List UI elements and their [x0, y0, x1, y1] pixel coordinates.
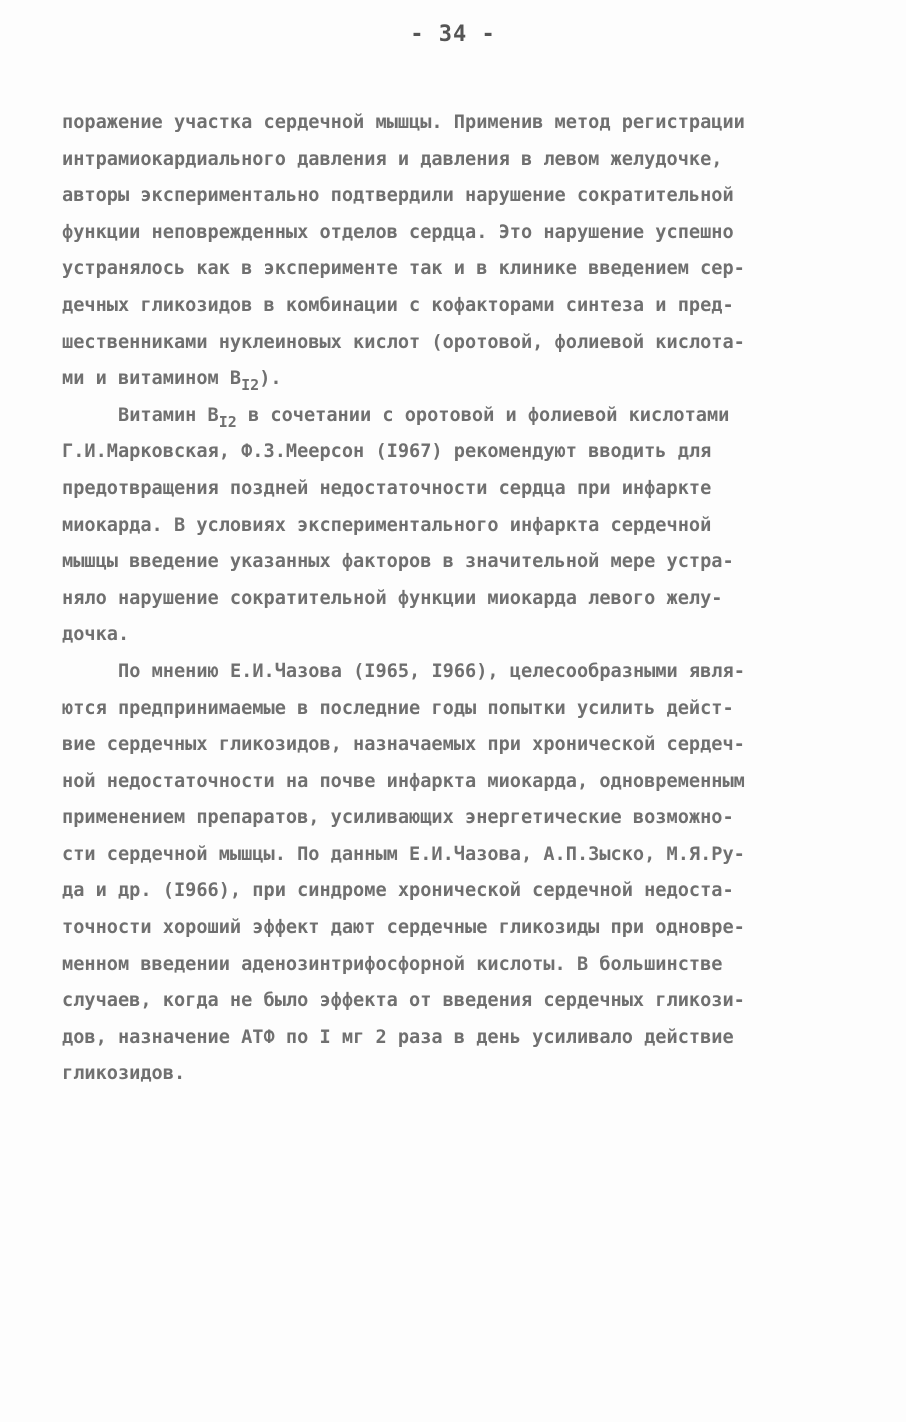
text-line: да и др. (I966), при синдроме хронической сердечной недоста-	[62, 880, 734, 902]
paragraph-2	[62, 398, 852, 654]
text-line: вие сердечных гликозидов, назначаемых при хронической сердеч-	[62, 734, 745, 756]
text-line: поражение участка сердечной мышцы. Применив метод регистрации	[62, 112, 745, 133]
text-line: дечных гликозидов в комбинации с кофакторами синтеза и пред-	[62, 294, 734, 316]
text-line: няло нарушение сократительной функции миокарда левого желу-	[62, 587, 723, 609]
text-line: мышцы введение указанных факторов в значительной мере устра-	[62, 551, 734, 573]
page-number: - 34 -	[410, 22, 496, 47]
text-fragment: ).	[259, 368, 282, 390]
text-line: авторы экспериментально подтвердили нарушение сократительной	[62, 185, 734, 207]
text-line: предотвращения поздней недостаточности сердца при инфаркте	[62, 477, 712, 499]
text-line: функции неповрежденных отделов сердца. Это нарушение успешно	[62, 221, 734, 243]
text-line-with-subscript	[62, 361, 852, 398]
text-line: гликозидов.	[62, 1063, 186, 1085]
text-line: точности хороший эффект дают сердечные гликозиды при одновре-	[62, 917, 745, 939]
text-line: сти сердечной мышцы. По данным Е.И.Чазова, А.П.Зыско, М.Я.Ру-	[62, 843, 745, 865]
text-fragment: в сочетании с оротовой и фолиевой кислотами	[236, 404, 730, 426]
text-line: применением препаратов, усиливающих энергетические возможно-	[62, 807, 734, 829]
text-line: дов, назначение АТФ по I мг 2 раза в день усиливало действие	[62, 1026, 734, 1048]
text-line: случаев, когда не было эффекта от введения сердечных гликози-	[62, 990, 745, 1012]
text-line: По мнению Е.И.Чазова (I965, I966), целесообразными явля-	[118, 660, 745, 682]
text-line: дочка.	[62, 624, 130, 646]
text-line: миокарда. В условиях экспериментального инфаркта сердечной	[62, 514, 712, 536]
text-line: интрамиокардиального давления и давления в левом желудочке,	[62, 148, 723, 170]
text-line: ются предпринимаемые в последние годы попытки усилить дейст-	[62, 697, 734, 719]
text-line: менном введении аденозинтрифосфорной кислоты. В большинстве	[62, 953, 723, 975]
text-line: устранялось как в эксперименте так и в клинике введением сер-	[62, 258, 745, 280]
text-line-with-subscript	[62, 398, 852, 435]
text-line: Г.И.Марковская, Ф.З.Меерсон (I967) рекомендуют вводить для	[62, 441, 712, 463]
text-line: ной недостаточности на почве инфаркта миокарда, одновременным	[62, 770, 745, 792]
text-fragment: ми и витамином В	[62, 368, 242, 390]
body-text	[62, 105, 852, 1093]
text-line: шественниками нуклеиновых кислот (оротовой, фолиевой кислота-	[62, 331, 745, 353]
paragraph-1	[62, 105, 852, 398]
paragraph-3	[62, 654, 852, 1093]
subscript: I2	[241, 376, 260, 395]
subscript: I2	[218, 412, 237, 431]
text-fragment: Витамин В	[118, 404, 219, 426]
